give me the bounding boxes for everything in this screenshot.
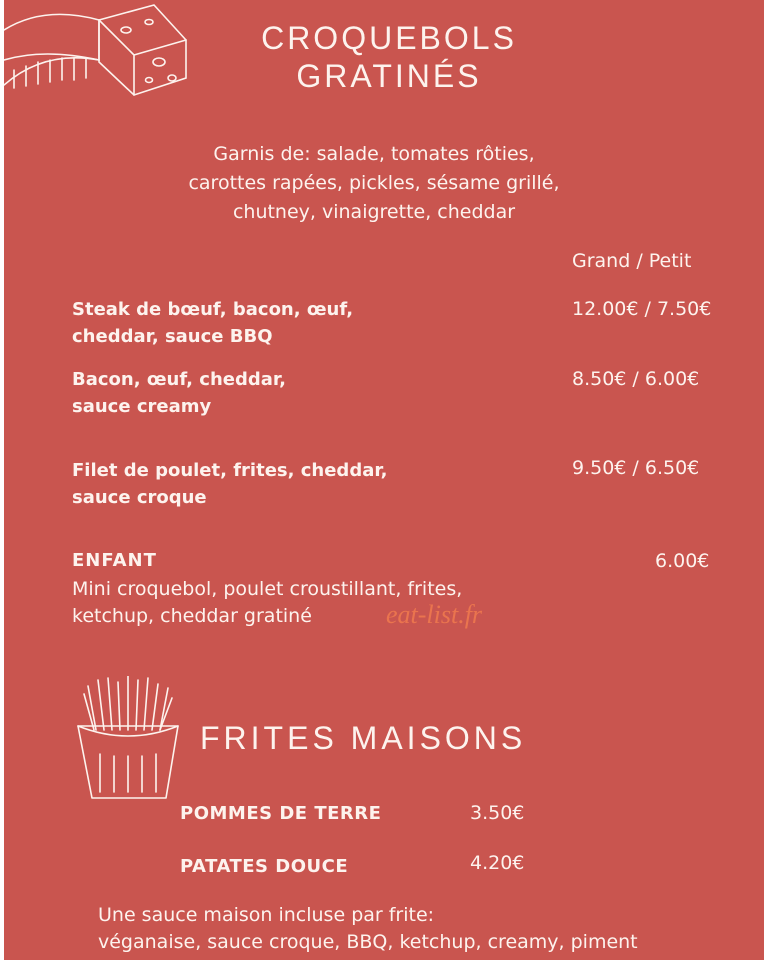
enfant-line: ketchup, cheddar gratiné <box>72 605 312 627</box>
garnish-line: Garnis de: salade, tomates rôties, <box>213 143 535 165</box>
menu-item-price: 8.50€ / 6.00€ <box>572 368 700 390</box>
section-title-line1: CROQUEBOLS <box>261 20 517 56</box>
menu-item-line: sauce creamy <box>72 396 212 417</box>
sauce-note-line: Une sauce maison incluse par frite: <box>98 904 435 926</box>
menu-item-price: 12.00€ / 7.50€ <box>572 298 712 320</box>
menu-item-name <box>72 366 492 420</box>
sauce-note-line: véganaise, sauce croque, BBQ, ketchup, creamy, piment <box>98 931 638 953</box>
fries-icon <box>70 676 186 802</box>
watermark: eat-list.fr <box>386 600 483 629</box>
menu-page <box>4 0 764 960</box>
frite-item-name: POMMES DE TERRE <box>180 803 382 824</box>
menu-item-name <box>72 457 492 511</box>
menu-item-line: sauce croque <box>72 487 207 508</box>
sauce-note <box>98 902 738 956</box>
menu-item-line: cheddar, sauce BBQ <box>72 326 273 347</box>
menu-item-name <box>72 296 492 350</box>
enfant-line: Mini croquebol, poulet croustillant, frites, <box>72 578 463 600</box>
frites-title: FRITES MAISONS <box>200 720 527 756</box>
enfant-description <box>72 576 592 630</box>
frite-item-price: 4.20€ <box>470 852 525 874</box>
enfant-title: ENFANT <box>72 550 157 571</box>
menu-item-line: Filet de poulet, frites, cheddar, <box>72 460 388 481</box>
cheese-icon <box>4 0 194 100</box>
garnish-line: chutney, vinaigrette, cheddar <box>232 201 516 223</box>
section-title-line2: GRATINÉS <box>296 58 482 94</box>
frite-item-price: 3.50€ <box>470 802 525 824</box>
menu-item-line: Bacon, œuf, cheddar, <box>72 369 286 390</box>
garnish-line: carottes rapées, pickles, sésame grillé, <box>188 172 560 194</box>
garnish-description <box>124 140 624 227</box>
menu-item-line: Steak de bœuf, bacon, œuf, <box>72 299 354 320</box>
frite-item-name: PATATES DOUCE <box>180 856 349 877</box>
menu-item-price: 9.50€ / 6.50€ <box>572 457 700 479</box>
price-size-header: Grand / Petit <box>572 250 692 272</box>
enfant-price: 6.00€ <box>655 550 710 572</box>
